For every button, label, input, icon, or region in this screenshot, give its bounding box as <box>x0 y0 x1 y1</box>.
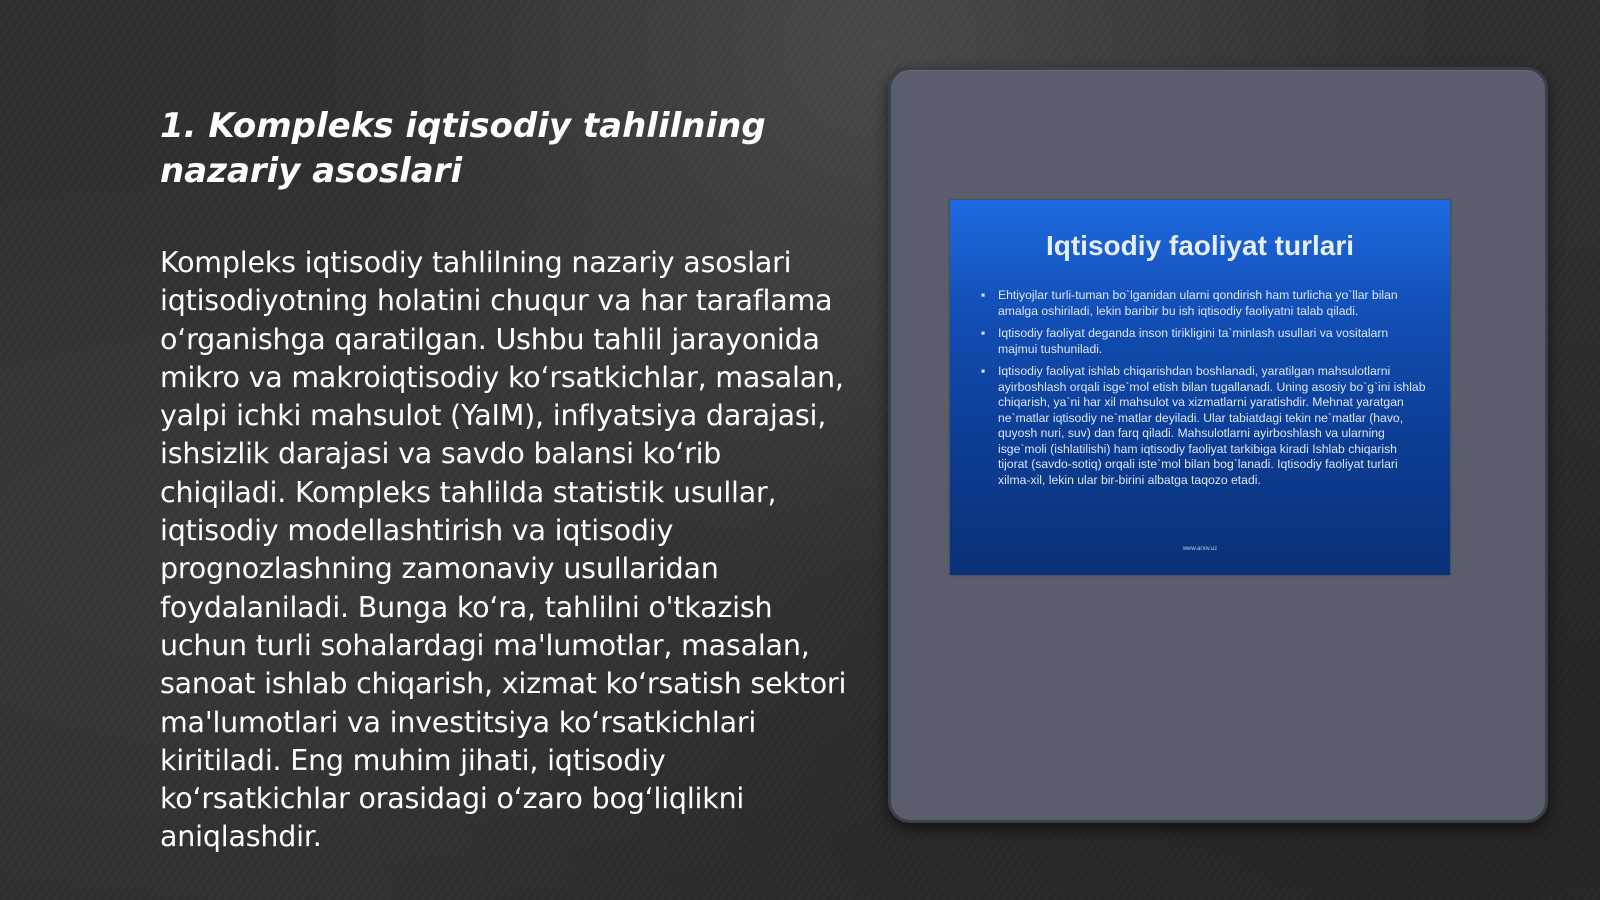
embedded-slide-bullet-list <box>972 288 1428 488</box>
embedded-slide-bullet <box>972 326 1428 357</box>
embedded-slide-bullet-text: Iqtisodiy faoliyat deganda inson tirikligini ta`minlash usullari va vositalarn majmui tushuniladi. <box>998 326 1389 356</box>
embedded-slide-bullet <box>972 364 1428 488</box>
embedded-slide-bullet-text: Ehtiyojlar turli-tuman bo`lganidan ularni qondirish ham turlicha yo`llar bilan amalga oshiriladi, lekin baribir bu ish iqtisodiy faoliyatni talab qiladi. <box>998 288 1398 318</box>
bullet-icon: ▪ <box>981 288 986 302</box>
embedded-slide-bullet <box>972 288 1428 319</box>
slide-body-text: Kompleks iqtisodiy tahlilning nazariy asoslari iqtisodiyotning holatini chuqur va har taraflama oʻrganishga qaratilgan. Ushbu tahlil jarayonida mikro va makroiqtisodiy koʻrsatkichlar, masalan, yalpi ichki mahsulot (YaIM), inflyatsiya darajasi, ishsizlik darajasi va savdo balansi koʻrib chiqiladi. Kompleks tahlilda statistik usullar, iqtisodiy modellashtirish va iqtisodiy prognozlashning zamonaviy usullaridan foydalaniladi. Bunga koʻra, tahlilni o'tkazish uchun turli sohalardagi ma'lumotlar, masalan, sanoat ishlab chiqarish, xizmat koʻrsatish sektori ma'lumotlari va investitsiya koʻrsatkichlari kiritiladi. Eng muhim jihati, iqtisodiy koʻrsatkichlar orasidagi oʻzaro bogʻliqlikni aniqlashdir. <box>160 246 847 854</box>
embedded-slide-footer: www.arxiv.uz <box>1182 546 1218 552</box>
bullet-icon: ▪ <box>981 364 986 378</box>
bullet-icon: ▪ <box>981 326 986 340</box>
embedded-slide-image <box>950 200 1450 575</box>
embedded-slide-bullet-text: Iqtisodiy faoliyat ishlab chiqarishdan boshlanadi, yaratilgan mahsulotlarni ayirboshlash orqali isge`mol etish bilan tugallanadi. Uning asosiy bo`g`ini ishlab chiqarish, ya`ni har xil mahsulot va xizmatlarni yaratishdir. Mehnat yaratgan ne`matlar iqtisodiy ne`matlar deyiladi. Ular tabiatdagi tekin ne`matlar (havo, quyosh nuri, suv) dan farq qiladi. Mahsulotlarni ayirboshlash va ularning isge`moli (ishlatilishi) ham iqtisodiy faoliyat tarkibiga kiradi Ishlab chiqarish tijorat (savdo-sotiq) orqali iste`mol bilan bog`lanadi. Iqtisodiy faoliyat turlari xilma-xil, lekin ular bir-birini albatga taqozo etadi. <box>998 364 1426 487</box>
slide-title: 1. Kompleks iqtisodiy tahlilning nazariy asoslari <box>160 106 766 191</box>
embedded-slide-title: Iqtisodiy faoliyat turlari <box>1045 230 1355 261</box>
